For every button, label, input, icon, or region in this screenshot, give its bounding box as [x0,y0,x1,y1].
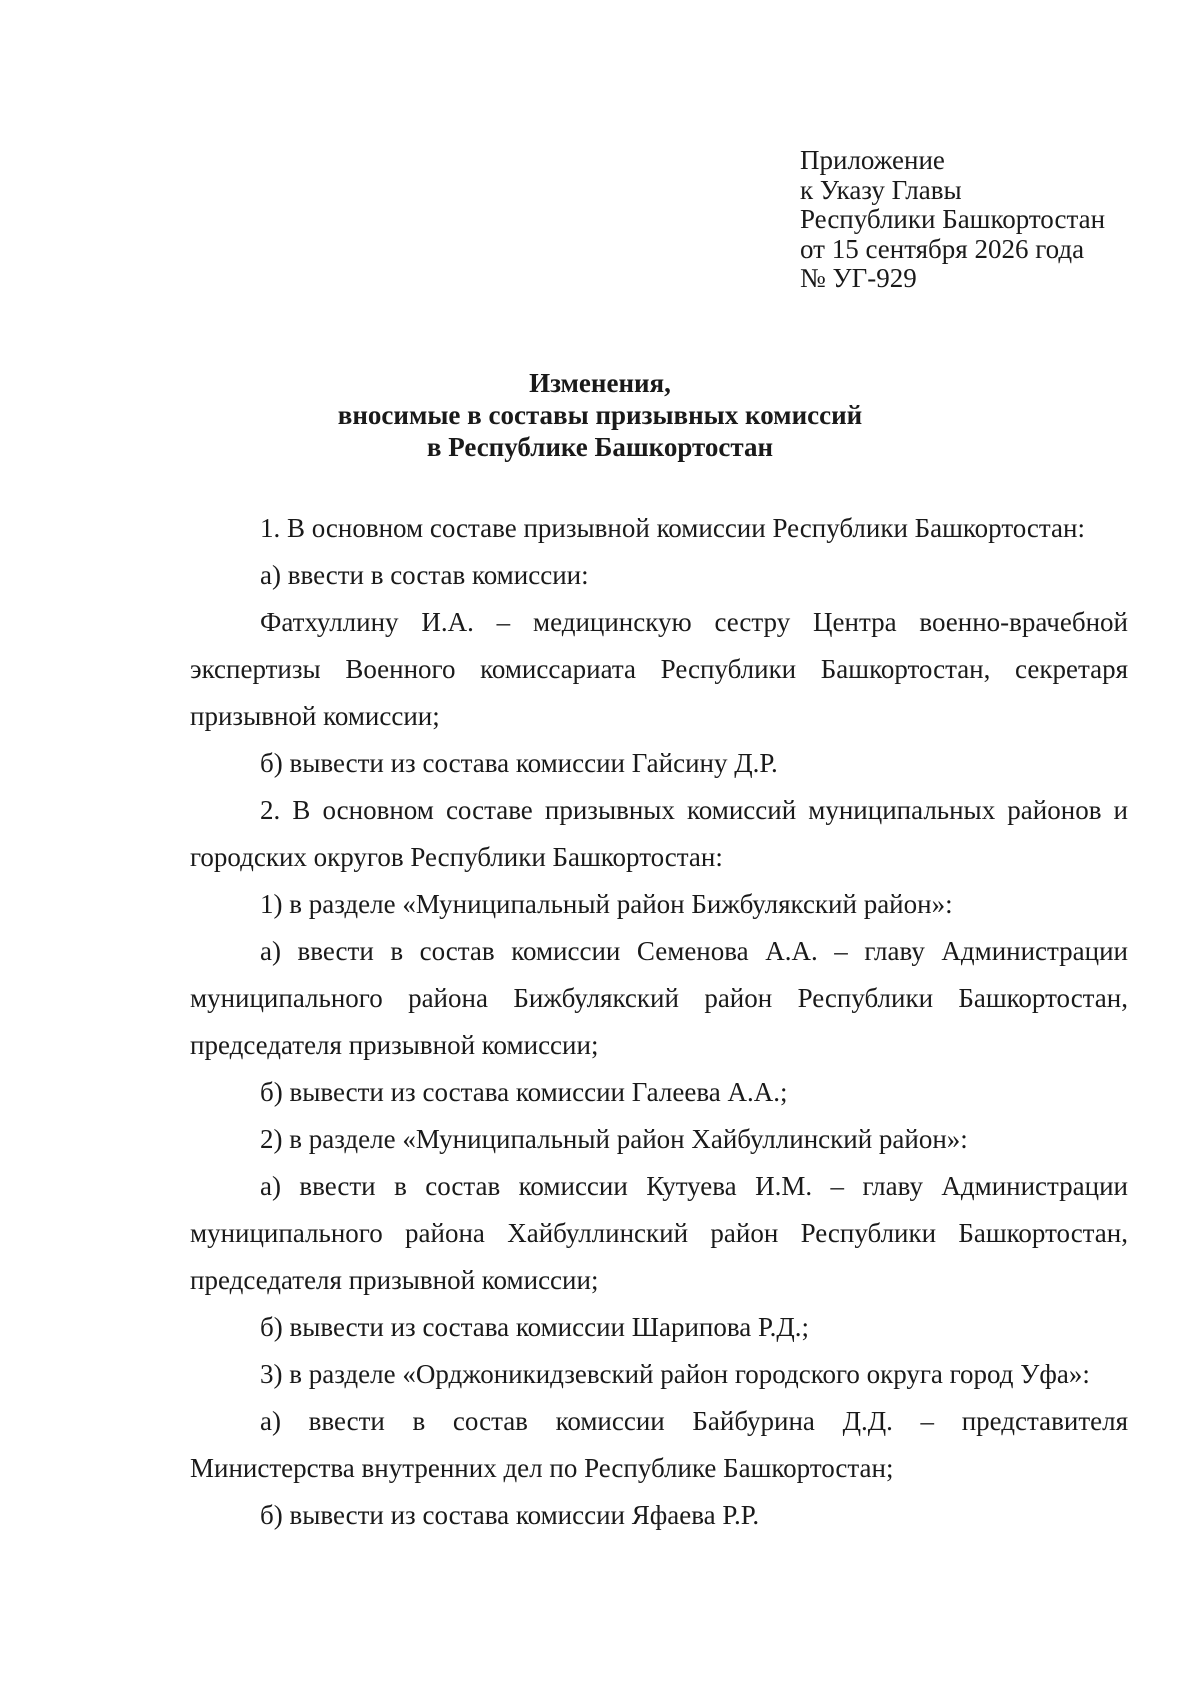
title-line: вносимые в составы призывных комиссий [337,400,863,430]
document-body [190,505,1128,1539]
title-line: в Республике Башкортостан [426,432,774,462]
paragraph: б) вывести из состава комиссии Шарипова Р.Д.; [260,1312,810,1342]
appendix-block [800,146,1180,294]
document-title [0,367,1200,463]
paragraph: а) ввести в состав комиссии: [260,560,589,590]
appendix-line: № УГ-929 [800,263,917,293]
paragraph: а) ввести в состав комиссии Семенова А.А. – главу Администрации муниципального района Бижбулякский район Республики Башкортостан, председателя призывной комиссии; [190,936,1128,1060]
appendix-line: Приложение [800,145,945,175]
paragraph: б) вывести из состава комиссии Галеева А.А.; [260,1077,788,1107]
appendix-line: от 15 сентября 2026 года [800,233,1085,264]
appendix-line: Республики Башкортостан [800,204,1106,234]
paragraph: 1) в разделе «Муниципальный район Бижбулякский район»: [260,889,953,919]
paragraph: Фатхуллину И.А. – медицинскую сестру Центра военно-врачебной экспертизы Военного комиссариата Республики Башкортостан, секретаря призывной комиссии; [190,607,1128,731]
title-line: Изменения, [529,368,671,398]
paragraph: 2) в разделе «Муниципальный район Хайбуллинский район»: [260,1124,968,1154]
paragraph: а) ввести в состав комиссии Байбурина Д.Д. – представителя Министерства внутренних дел по Республике Башкортостан; [190,1406,1128,1483]
paragraph: 2. В основном составе призывных комиссий муниципальных районов и городских округов Республики Башкортостан: [190,795,1128,872]
appendix-line: к Указу Главы [800,174,962,205]
paragraph: а) ввести в состав комиссии Кутуева И.М. – главу Администрации муниципального района Хайбуллинский район Республики Башкортостан, председателя призывной комиссии; [190,1171,1128,1295]
paragraph: 1. В основном составе призывной комиссии Республики Башкортостан: [260,513,1085,543]
paragraph: б) вывести из состава комиссии Яфаева Р.Р. [260,1500,760,1530]
paragraph: 3) в разделе «Орджоникидзевский район городского округа город Уфа»: [260,1359,1090,1389]
paragraph: б) вывести из состава комиссии Гайсину Д.Р. [260,748,778,778]
